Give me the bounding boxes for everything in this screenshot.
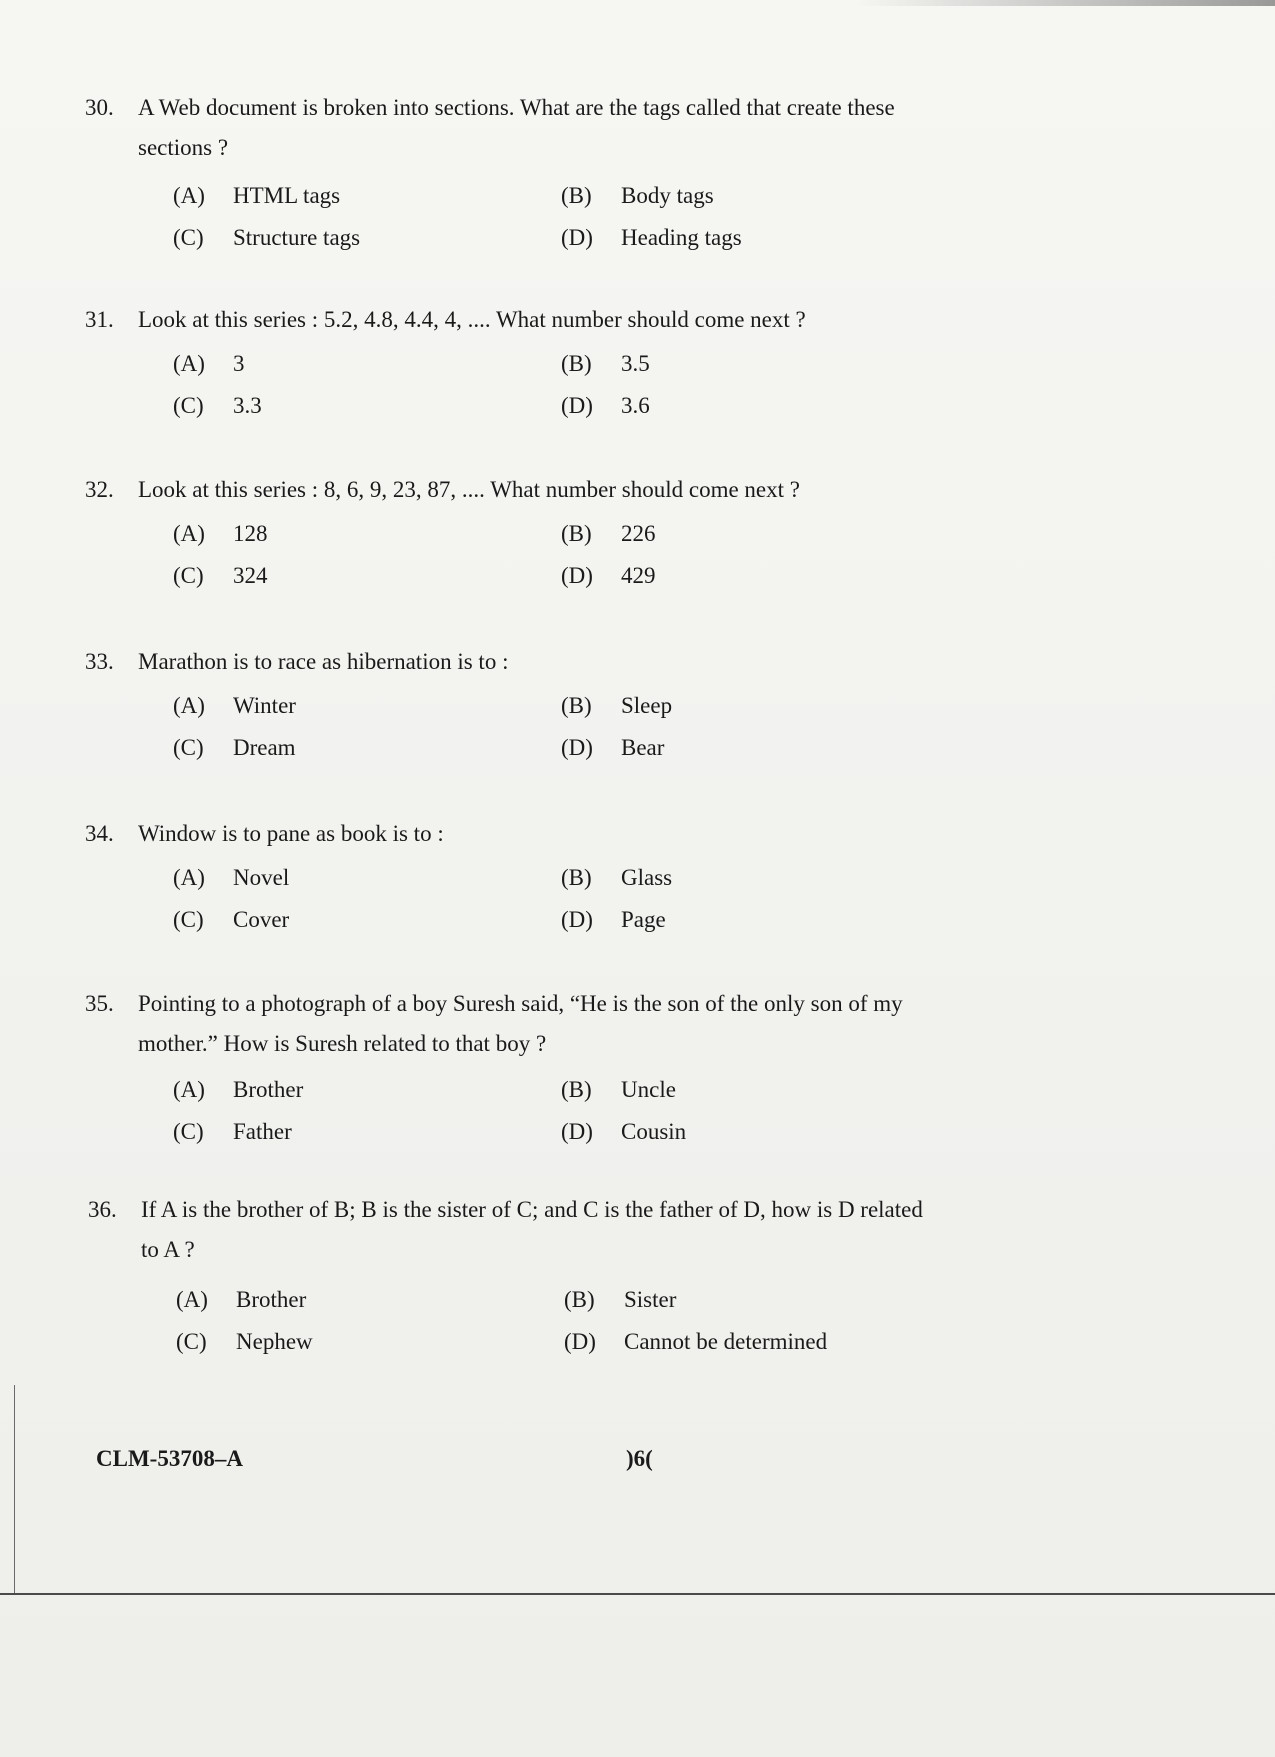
question-30 [85, 88, 985, 268]
option-a[interactable] [173, 1070, 303, 1110]
option-text: 128 [233, 521, 268, 546]
question-text: Pointing to a photograph of a boy Suresh said, “He is the son of the only son of my mother.” How is Suresh related to that boy ? [138, 991, 903, 1056]
option-key: (B) [561, 521, 592, 546]
option-key: (D) [561, 563, 593, 588]
option-key: (A) [176, 1287, 208, 1312]
question-text: A Web document is broken into sections. What are the tags called that create these sections ? [138, 95, 895, 160]
option-key: (D) [564, 1329, 596, 1354]
option-a[interactable] [176, 1280, 306, 1320]
option-text: Sister [624, 1287, 677, 1312]
question-text: Marathon is to race as hibernation is to : [138, 649, 509, 674]
option-text: Body tags [621, 183, 714, 208]
option-a[interactable] [173, 344, 245, 384]
option-text: Winter [233, 693, 296, 718]
option-c[interactable] [173, 900, 289, 940]
option-key: (D) [561, 225, 593, 250]
option-key: (D) [561, 1119, 593, 1144]
question-31 [85, 300, 985, 430]
option-text: Structure tags [233, 225, 361, 250]
option-c[interactable] [173, 386, 262, 426]
option-key: (C) [173, 393, 204, 418]
option-key: (D) [561, 393, 593, 418]
page-number: )6( [626, 1446, 653, 1471]
option-text: 3.6 [621, 393, 650, 418]
option-a[interactable] [173, 176, 340, 216]
option-text: Dream [233, 735, 296, 760]
option-text: Glass [621, 865, 673, 890]
option-text: Novel [233, 865, 290, 890]
option-b[interactable] [561, 858, 672, 898]
option-key: (C) [173, 563, 204, 588]
option-text: Father [233, 1119, 292, 1144]
option-text: Cannot be determined [624, 1329, 828, 1354]
option-key: (C) [173, 225, 204, 250]
option-d[interactable] [564, 1322, 827, 1362]
option-a[interactable] [173, 858, 289, 898]
option-key: (B) [561, 183, 592, 208]
option-c[interactable] [173, 1112, 292, 1152]
question-text: Look at this series : 5.2, 4.8, 4.4, 4, .... What number should come next ? [138, 307, 806, 332]
option-text: 226 [621, 521, 656, 546]
option-text: Cousin [621, 1119, 687, 1144]
option-b[interactable] [561, 514, 656, 554]
bottom-rule [0, 1593, 1275, 1595]
option-key: (B) [561, 1077, 592, 1102]
question-32 [85, 470, 985, 600]
option-b[interactable] [561, 1070, 676, 1110]
question-text: Look at this series : 8, 6, 9, 23, 87, .... What number should come next ? [138, 477, 800, 502]
option-b[interactable] [564, 1280, 676, 1320]
option-c[interactable] [173, 556, 268, 596]
option-text: Brother [236, 1287, 307, 1312]
option-key: (C) [173, 1119, 204, 1144]
option-text: Heading tags [621, 225, 742, 250]
option-text: Uncle [621, 1077, 676, 1102]
option-key: (B) [561, 351, 592, 376]
option-key: (A) [173, 693, 205, 718]
option-text: Page [621, 907, 666, 932]
question-number: 35. [85, 991, 114, 1016]
option-d[interactable] [561, 900, 666, 940]
question-number: 31. [85, 307, 114, 332]
question-36 [88, 1190, 988, 1360]
option-text: 3.3 [233, 393, 262, 418]
option-text: HTML tags [233, 183, 341, 208]
option-d[interactable] [561, 556, 656, 596]
option-key: (A) [173, 183, 205, 208]
option-text: 324 [233, 563, 268, 588]
question-34 [85, 814, 985, 944]
option-key: (D) [561, 907, 593, 932]
option-key: (B) [561, 865, 592, 890]
option-d[interactable] [561, 1112, 686, 1152]
scan-smudge [855, 0, 1275, 6]
question-33 [85, 642, 985, 772]
option-d[interactable] [561, 728, 664, 768]
option-text: Nephew [236, 1329, 313, 1354]
question-number: 36. [88, 1197, 117, 1222]
option-b[interactable] [561, 344, 650, 384]
option-text: Bear [621, 735, 665, 760]
question-number: 30. [85, 95, 114, 120]
option-key: (A) [173, 521, 205, 546]
question-number: 34. [85, 821, 114, 846]
option-text: 3.5 [621, 351, 650, 376]
option-b[interactable] [561, 686, 672, 726]
option-text: Sleep [621, 693, 673, 718]
option-key: (A) [173, 865, 205, 890]
option-a[interactable] [173, 686, 296, 726]
left-margin-rule [14, 1385, 15, 1595]
option-text: Cover [233, 907, 290, 932]
option-key: (C) [173, 907, 204, 932]
option-key: (A) [173, 351, 205, 376]
option-key: (D) [561, 735, 593, 760]
option-b[interactable] [561, 176, 714, 216]
option-text: 429 [621, 563, 656, 588]
option-key: (B) [564, 1287, 595, 1312]
question-number: 32. [85, 477, 114, 502]
question-text: If A is the brother of B; B is the sister of C; and C is the father of D, how is D related to A ? [141, 1197, 923, 1262]
option-key: (C) [176, 1329, 207, 1354]
option-d[interactable] [561, 218, 742, 258]
paper-code: CLM-53708–A [96, 1446, 243, 1471]
option-c[interactable] [173, 728, 296, 768]
question-35 [85, 984, 985, 1154]
option-key: (B) [561, 693, 592, 718]
option-c[interactable] [173, 218, 360, 258]
option-a[interactable] [173, 514, 268, 554]
option-text: Brother [233, 1077, 304, 1102]
option-text: 3 [233, 351, 245, 376]
option-d[interactable] [561, 386, 650, 426]
question-text: Window is to pane as book is to : [138, 821, 444, 846]
question-number: 33. [85, 649, 114, 674]
option-c[interactable] [176, 1322, 313, 1362]
option-key: (C) [173, 735, 204, 760]
option-key: (A) [173, 1077, 205, 1102]
